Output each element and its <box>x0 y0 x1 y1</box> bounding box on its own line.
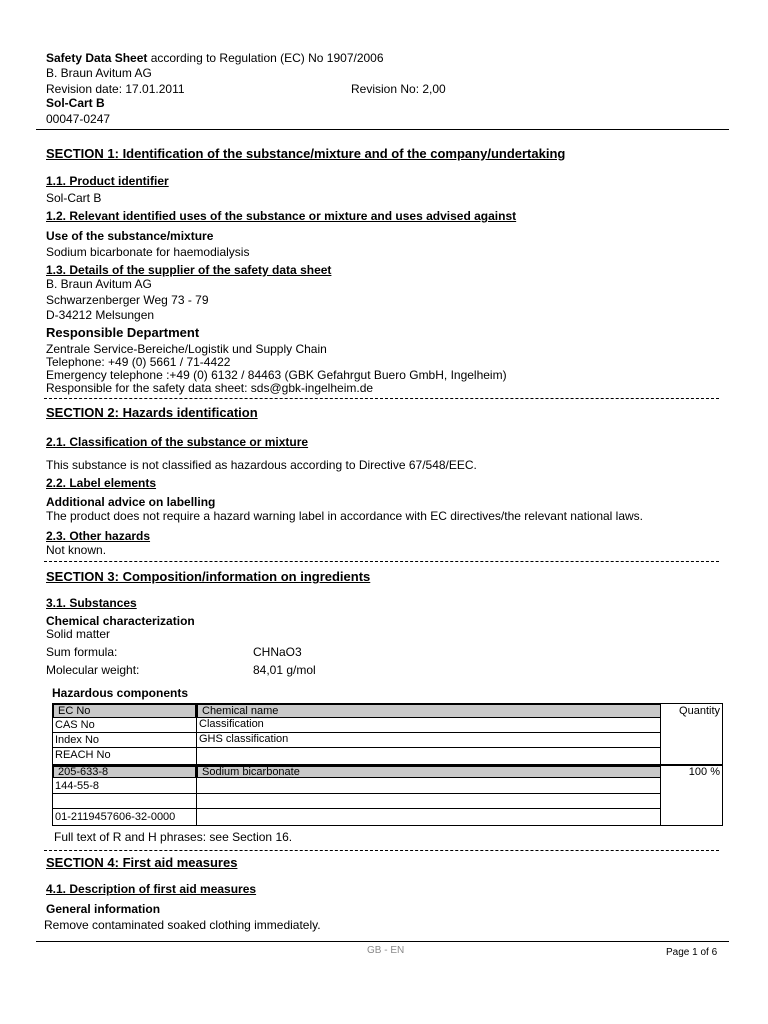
section1-1-heading: 1.1. Product identifier <box>46 174 169 188</box>
telephone: Telephone: +49 (0) 5661 / 71-4422 <box>46 355 231 369</box>
row-cas-no: 144-55-8 <box>55 780 100 792</box>
sds-title-bold: Safety Data Sheet <box>46 51 148 65</box>
hazardous-components-label: Hazardous components <box>52 686 189 700</box>
header-company: B. Braun Avitum AG <box>46 66 152 80</box>
header-divider <box>36 129 729 130</box>
section2-1-heading: 2.1. Classification of the substance or mixture <box>46 435 309 449</box>
chemical-characterization-label: Chemical characterization <box>46 614 195 628</box>
sds-title <box>46 51 384 65</box>
general-information-label: General information <box>46 902 161 916</box>
row-quantity: 100 % <box>688 766 720 778</box>
row-reach-no: 01-2119457606-32-0000 <box>55 811 176 823</box>
sum-formula-value: CHNaO3 <box>253 645 302 659</box>
supplier-city: D-34212 Melsungen <box>46 308 155 322</box>
header-product: Sol-Cart B <box>46 96 105 110</box>
labelling-advice-text: The product does not require a hazard warning label in accordance with EC directives/the relevant national laws. <box>46 509 643 523</box>
table-line <box>53 732 660 733</box>
section2-2-heading: 2.2. Label elements <box>46 476 157 490</box>
section4-1-heading: 4.1. Description of first aid measures <box>46 882 257 896</box>
footer-divider <box>36 941 729 942</box>
header-chemical-name: Chemical name <box>202 705 279 717</box>
full-text-note: Full text of R and H phrases: see Section 16. <box>54 830 293 844</box>
use-label: Use of the substance/mixture <box>46 229 214 243</box>
molecular-weight-label: Molecular weight: <box>46 663 140 677</box>
classification-text: This substance is not classified as hazardous according to Directive 67/548/EEC. <box>46 458 477 472</box>
supplier-street: Schwarzenberger Weg 73 - 79 <box>46 293 209 307</box>
molecular-weight-value: 84,01 g/mol <box>253 663 316 677</box>
other-hazards-text: Not known. <box>46 543 107 557</box>
header-quantity: Quantity <box>679 705 720 717</box>
row-ec-no: 205-633-8 <box>58 766 109 778</box>
section4-title: SECTION 4: First aid measures <box>46 855 238 870</box>
chemical-characterization-value: Solid matter <box>46 627 111 641</box>
section1-title: SECTION 1: Identification of the substance/mixture and of the company/undertaking <box>46 146 566 161</box>
header-cas-no: CAS No <box>55 719 95 731</box>
header-ghs-classification: GHS classification <box>199 733 289 745</box>
header-ec-no: EC No <box>58 705 91 717</box>
table-header-bottom-rule <box>53 764 722 766</box>
row-chemical-name: Sodium bicarbonate <box>202 766 300 778</box>
emergency-telephone: Emergency telephone :+49 (0) 6132 / 84463 (GBK Gefahrgut Buero GmbH, Ingelheim) <box>46 368 507 382</box>
hazardous-components-table <box>52 703 723 826</box>
table-line <box>53 747 660 748</box>
section1-divider <box>44 398 719 399</box>
product-code: 00047-0247 <box>46 112 111 126</box>
responsible-email: Responsible for the safety data sheet: sds@gbk-ingelheim.de <box>46 381 374 395</box>
product-identifier: Sol-Cart B <box>46 191 102 205</box>
footer-language: GB - EN <box>367 945 405 956</box>
use-value: Sodium bicarbonate for haemodialysis <box>46 245 250 259</box>
sds-title-rest: according to Regulation (EC) No 1907/2006 <box>147 51 384 65</box>
table-line <box>53 793 660 794</box>
supplier-name: B. Braun Avitum AG <box>46 277 152 291</box>
revision-no: Revision No: 2,00 <box>351 82 446 96</box>
section2-3-heading: 2.3. Other hazards <box>46 529 151 543</box>
section1-3-heading: 1.3. Details of the supplier of the safety data sheet <box>46 263 332 277</box>
header-reach-no: REACH No <box>55 749 111 761</box>
responsible-unit: Zentrale Service-Bereiche/Logistik und Supply Chain <box>46 342 327 356</box>
section1-2-heading: 1.2. Relevant identified uses of the substance or mixture and uses advised against <box>46 209 517 223</box>
labelling-advice-label: Additional advice on labelling <box>46 495 216 509</box>
section2-title: SECTION 2: Hazards identification <box>46 405 258 420</box>
section3-title: SECTION 3: Composition/information on ingredients <box>46 569 371 584</box>
section3-divider <box>44 850 719 851</box>
sum-formula-label: Sum formula: <box>46 645 118 659</box>
footer-page-number: Page 1 of 6 <box>666 947 718 958</box>
section2-divider <box>44 561 719 562</box>
section3-1-heading: 3.1. Substances <box>46 596 137 610</box>
table-line <box>53 808 660 809</box>
header-classification: Classification <box>199 718 264 730</box>
revision-date: Revision date: 17.01.2011 <box>46 82 185 96</box>
general-information-text: Remove contaminated soaked clothing immediately. <box>44 918 321 932</box>
header-index-no: Index No <box>55 734 100 746</box>
responsible-department-label: Responsible Department <box>46 325 200 340</box>
